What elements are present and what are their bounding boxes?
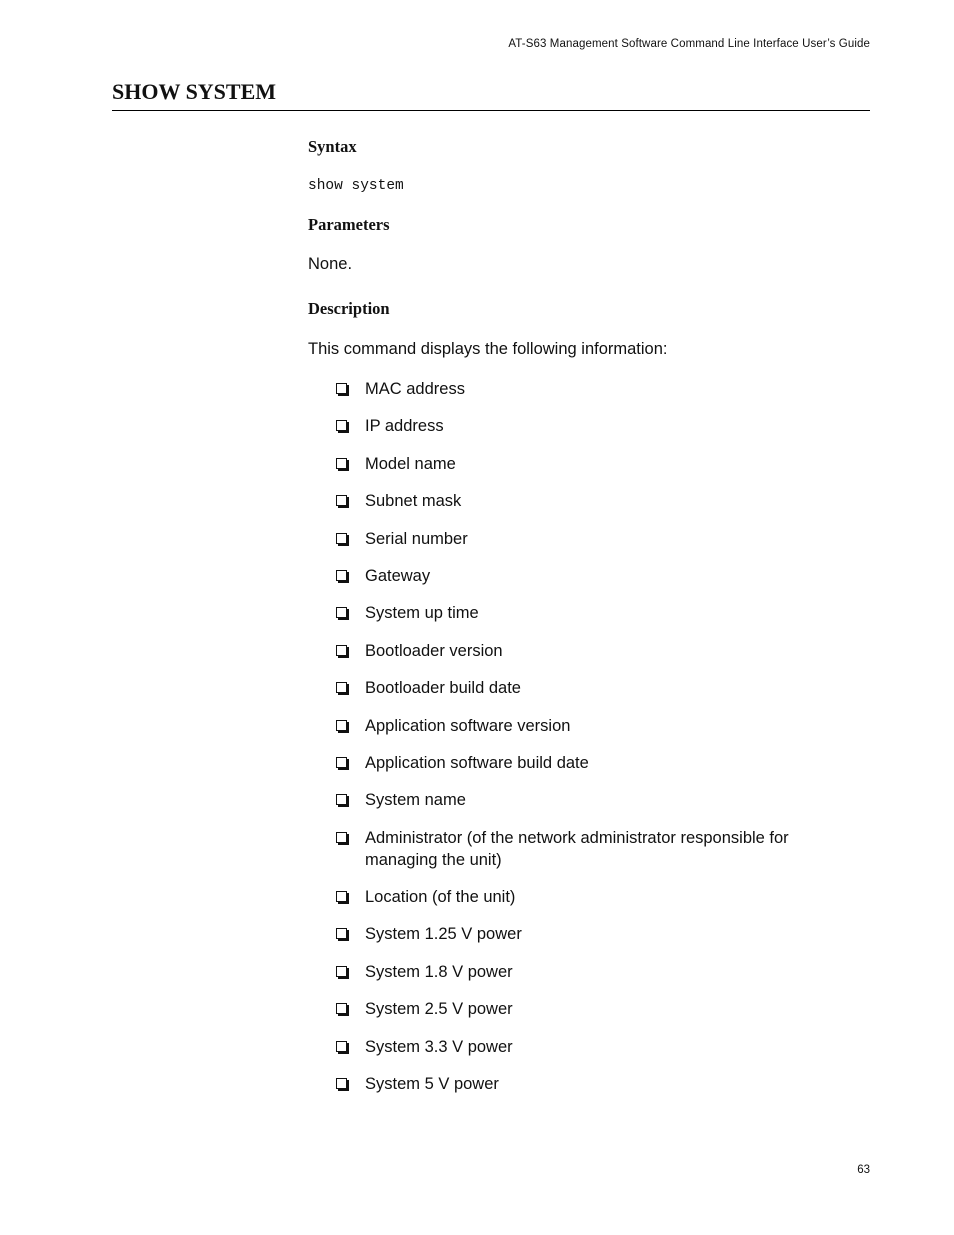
list-item-text: MAC address (365, 380, 465, 398)
running-header: AT-S63 Management Software Command Line Interface User’s Guide (508, 38, 870, 50)
description-intro: This command displays the following information: (308, 340, 668, 358)
page-number: 63 (857, 1164, 870, 1176)
list-item (336, 1036, 846, 1058)
list-item (336, 923, 846, 945)
list-item (336, 886, 846, 908)
checkbox-bullet-icon (336, 682, 347, 693)
checkbox-bullet-icon (336, 1003, 347, 1014)
list-item-text: Serial number (365, 529, 468, 548)
checkbox-bullet-icon (336, 928, 347, 939)
checkbox-bullet-icon (336, 495, 347, 506)
list-item (336, 789, 846, 811)
syntax-heading: Syntax (308, 137, 357, 156)
list-item-text: Bootloader version (365, 641, 503, 660)
parameters-text: None. (308, 255, 353, 273)
list-item-text: Subnet mask (365, 492, 462, 511)
list-item (336, 1073, 846, 1095)
syntax-command: show system (308, 178, 404, 194)
checkbox-bullet-icon (336, 757, 347, 768)
information-list (336, 378, 846, 1110)
list-item-text: System 3.3 V power (365, 1037, 513, 1056)
description-heading: Description (308, 299, 390, 318)
list-item-text: Application software version (365, 716, 571, 735)
list-item (336, 827, 846, 871)
checkbox-bullet-icon (336, 570, 347, 581)
list-item-text: IP address (365, 417, 444, 436)
list-item (336, 640, 846, 662)
list-item-text: System 1.25 V power (365, 925, 522, 944)
checkbox-bullet-icon (336, 794, 347, 805)
checkbox-bullet-icon (336, 1041, 347, 1052)
checkbox-bullet-icon (336, 966, 347, 977)
list-item (336, 415, 846, 437)
checkbox-bullet-icon (336, 720, 347, 731)
list-item-text: System 2.5 V power (365, 1000, 513, 1019)
checkbox-bullet-icon (336, 891, 347, 902)
list-item-text: Gateway (365, 566, 431, 585)
list-item-text: System up time (365, 604, 479, 623)
list-item (336, 961, 846, 983)
list-item-text: System name (365, 791, 466, 810)
section-title: SHOW SYSTEM (112, 79, 277, 104)
checkbox-bullet-icon (336, 383, 347, 394)
section-divider (112, 110, 870, 111)
list-item-text: Administrator (of the network administrator responsible for managing the unit) (365, 828, 789, 869)
checkbox-bullet-icon (336, 607, 347, 618)
checkbox-bullet-icon (336, 533, 347, 544)
list-item-text: Application software build date (365, 753, 589, 772)
list-item (336, 677, 846, 699)
list-item-text: System 5 V power (365, 1075, 499, 1094)
list-item (336, 602, 846, 624)
list-item (336, 490, 846, 512)
list-item-text: Location (of the unit) (365, 888, 516, 907)
list-item-text: System 1.8 V power (365, 962, 513, 981)
list-item (336, 528, 846, 550)
list-item-text: Model name (365, 454, 456, 473)
parameters-heading: Parameters (308, 215, 390, 234)
list-item (336, 565, 846, 587)
checkbox-bullet-icon (336, 420, 347, 431)
list-item (336, 752, 846, 774)
list-item-text: Bootloader build date (365, 679, 521, 698)
checkbox-bullet-icon (336, 1078, 347, 1089)
checkbox-bullet-icon (336, 645, 347, 656)
checkbox-bullet-icon (336, 832, 347, 843)
list-item (336, 378, 846, 400)
list-item (336, 453, 846, 475)
list-item (336, 715, 846, 737)
checkbox-bullet-icon (336, 458, 347, 469)
list-item (336, 998, 846, 1020)
